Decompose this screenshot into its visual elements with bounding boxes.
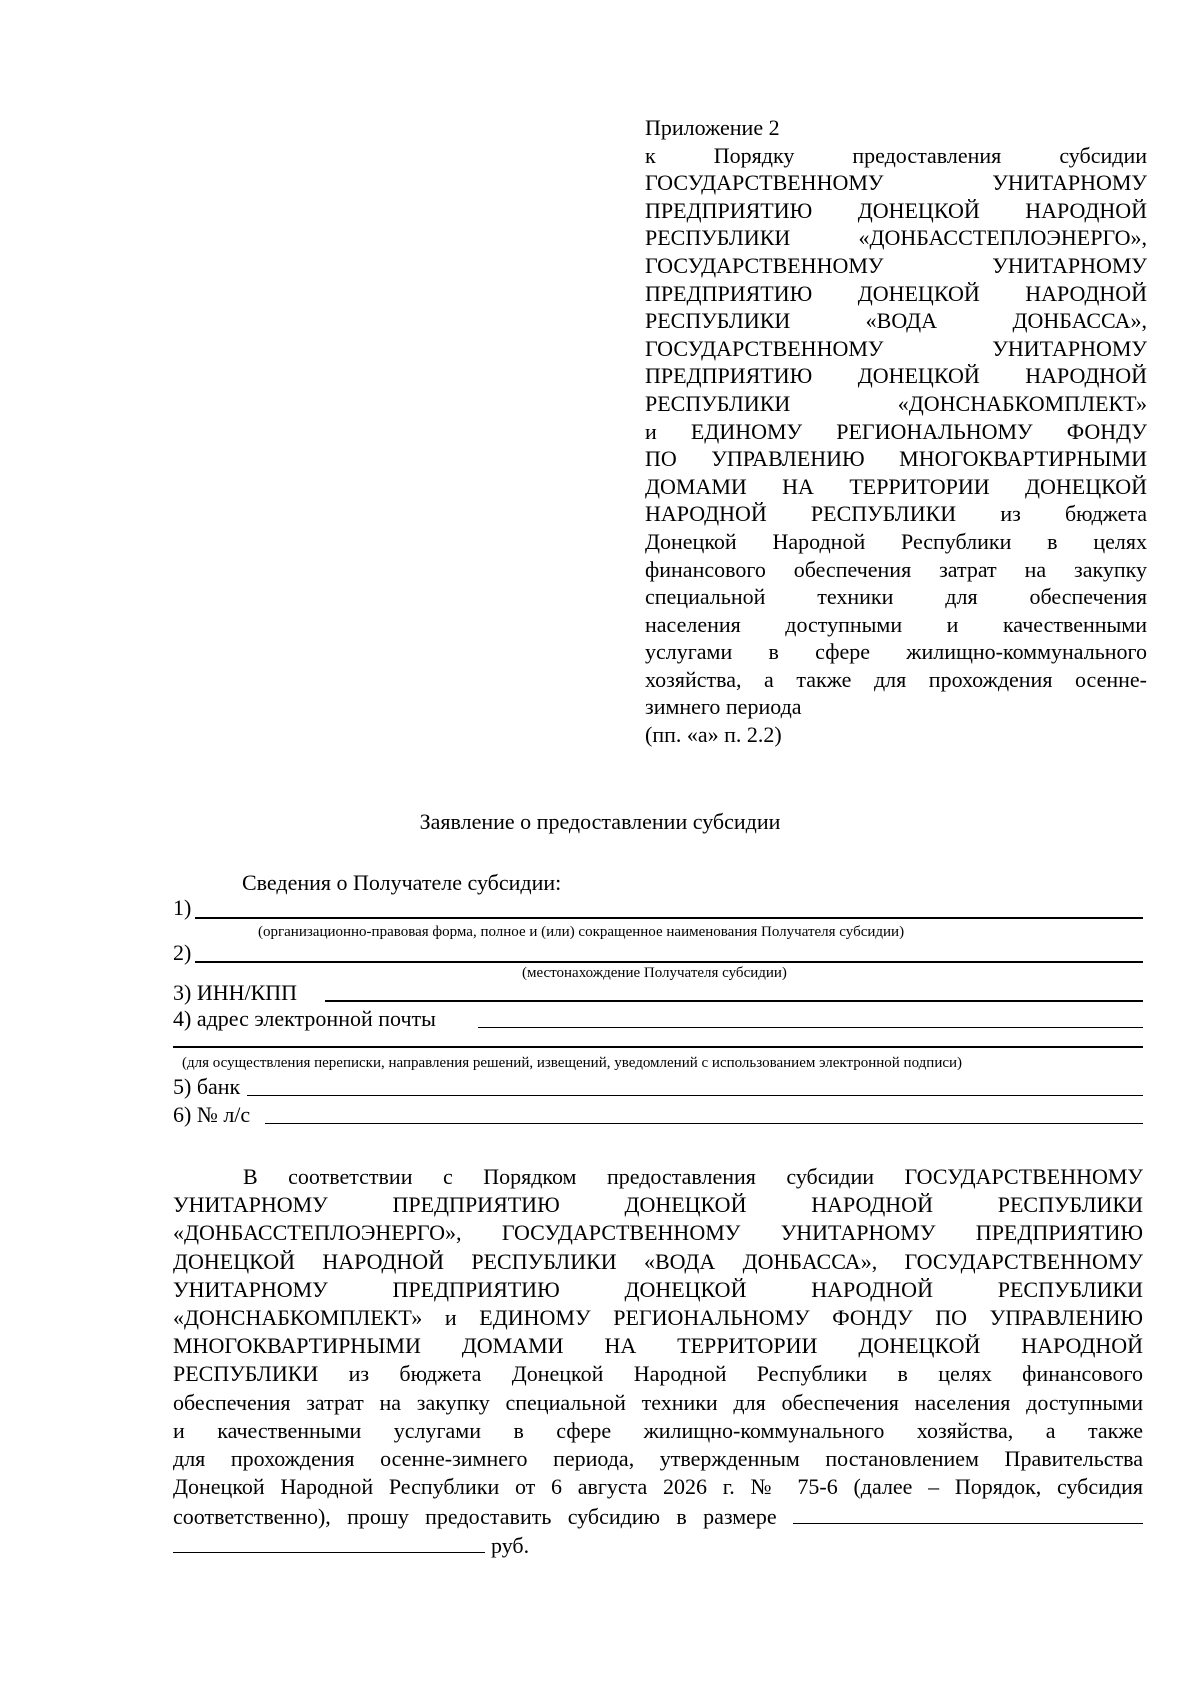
appendix-line: РЕСПУБЛИКИ «ДОНСНАБКОМПЛЕКТ» [645,390,1147,416]
appendix-line: (пп. «а» п. 2.2) [645,722,782,748]
appendix-line: РЕСПУБЛИКИ «ВОДА ДОНБАССА», [645,308,1147,334]
body-line: УНИТАРНОМУ ПРЕДПРИЯТИЮ ДОНЕЦКОЙ НАРОДНОЙ РЕСПУБЛИКИ [173,1276,1143,1302]
body-line: Донецкой Народной Республики от 6 августа 2026 г. № 75-6 (далее – Порядок, субсидия [173,1474,1143,1500]
field-name-line[interactable] [195,917,1143,919]
appendix-line: к Порядку предоставления субсидии [645,142,1147,168]
appendix-line: и ЕДИНОМУ РЕГИОНАЛЬНОМУ ФОНДУ [645,418,1147,444]
field-location-caption: (местонахождение Получателя субсидии) [522,965,787,981]
amount-line [173,1532,1143,1560]
appendix-line: специальной техники для обеспечения [645,584,1147,610]
appendix-line: услугами в сфере жилищно-коммунального [645,639,1147,665]
field-bank [173,1073,1143,1101]
appendix-line: финансового обеспечения затрат на закупку [645,556,1147,582]
appendix-line: ПРЕДПРИЯТИЮ ДОНЕЦКОЙ НАРОДНОЙ [645,280,1147,306]
appendix-line: ПРЕДПРИЯТИЮ ДОНЕЦКОЙ НАРОДНОЙ [645,197,1147,223]
field-email-extra-line[interactable] [173,1046,1143,1048]
field-inn-kpp-line[interactable] [325,1000,1143,1002]
field-inn-kpp [173,979,1143,1007]
field-email-label: 4) адрес электронной почты [173,1006,436,1031]
appendix-line: Донецкой Народной Республики в целях [645,528,1147,554]
application-body [173,1163,1143,1560]
body-line: РЕСПУБЛИКИ из бюджета Донецкой Народной Республики в целях финансового [173,1361,1143,1387]
subsidy-amount-field[interactable] [793,1501,1143,1524]
appendix-line: хозяйства, а также для прохождения осенне- [645,666,1147,692]
body-line: для прохождения осенне-зимнего периода, утвержденным постановлением Правительства [173,1446,1143,1472]
body-line: и качественными услугами в сфере жилищно-коммунального хозяйства, а также [173,1417,1143,1443]
appendix-line: НАРОДНОЙ РЕСПУБЛИКИ из бюджета [645,501,1147,527]
field-bank-line[interactable] [247,1095,1143,1096]
field-email [173,1005,1143,1033]
body-line: В соответствии с Порядком предоставления субсидии ГОСУДАРСТВЕННОМУ [243,1164,1143,1189]
field-location-label: 2) [173,940,192,965]
recipient-info-heading: Сведения о Получателе субсидии: [242,870,562,895]
body-line: обеспечения затрат на закупку специальной техники для обеспечения населения доступными [173,1389,1143,1415]
appendix-line: зимнего периода [645,694,802,720]
document-title: Заявление о предоставлении субсидии [419,809,781,834]
field-name-caption: (организационно-правовая форма, полное и (или) сокращенное наименования Получателя субсидии) [258,924,905,940]
field-bank-label: 5) банк [173,1074,241,1099]
field-location-line[interactable] [195,961,1143,963]
body-line: МНОГОКВАРТИРНЫМИ ДОМАМИ НА ТЕРРИТОРИИ ДОНЕЦКОЙ НАРОДНОЙ [173,1333,1143,1359]
appendix-header [645,114,1147,749]
field-name-label: 1) [173,895,192,920]
field-email-caption: (для осуществления переписки, направления решений, извещений, уведомлений с использованием электронной подписи) [182,1055,963,1071]
field-account-label: 6) № л/с [173,1102,251,1127]
appendix-line: РЕСПУБЛИКИ «ДОНБАССТЕПЛОЭНЕРГО», [645,225,1147,251]
appendix-line: ДОМАМИ НА ТЕРРИТОРИИ ДОНЕЦКОЙ [645,473,1147,499]
field-location [173,939,1143,967]
body-line: УНИТАРНОМУ ПРЕДПРИЯТИЮ ДОНЕЦКОЙ НАРОДНОЙ РЕСПУБЛИКИ [173,1192,1143,1218]
appendix-line: ГОСУДАРСТВЕННОМУ УНИТАРНОМУ [645,170,1147,196]
body-line: «ДОНСНАБКОМПЛЕКТ» и ЕДИНОМУ РЕГИОНАЛЬНОМУ ФОНДУ ПО УПРАВЛЕНИЮ [173,1305,1143,1331]
currency-label: руб. [491,1532,530,1558]
field-name [173,894,1143,922]
request-text: соответственно), прошу предоставить субсидию в размере [173,1504,777,1530]
appendix-line: ГОСУДАРСТВЕННОМУ УНИТАРНОМУ [645,252,1147,278]
field-account-line[interactable] [265,1123,1143,1124]
field-account [173,1101,1143,1129]
appendix-line: ГОСУДАРСТВЕННОМУ УНИТАРНОМУ [645,335,1147,361]
body-line-request [173,1501,1143,1531]
field-email-line[interactable] [478,1027,1143,1028]
field-inn-kpp-label: 3) ИНН/КПП [173,980,298,1005]
appendix-line: ПО УПРАВЛЕНИЮ МНОГОКВАРТИРНЫМИ [645,446,1147,472]
appendix-line: ПРЕДПРИЯТИЮ ДОНЕЦКОЙ НАРОДНОЙ [645,363,1147,389]
subsidy-amount-continuation[interactable] [173,1552,485,1553]
body-line: ДОНЕЦКОЙ НАРОДНОЙ РЕСПУБЛИКИ «ВОДА ДОНБАССА», ГОСУДАРСТВЕННОМУ [173,1248,1143,1274]
appendix-line: населения доступными и качественными [645,611,1147,637]
appendix-line: Приложение 2 [645,115,780,140]
body-line: «ДОНБАССТЕПЛОЭНЕРГО», ГОСУДАРСТВЕННОМУ УНИТАРНОМУ ПРЕДПРИЯТИЮ [173,1220,1143,1246]
